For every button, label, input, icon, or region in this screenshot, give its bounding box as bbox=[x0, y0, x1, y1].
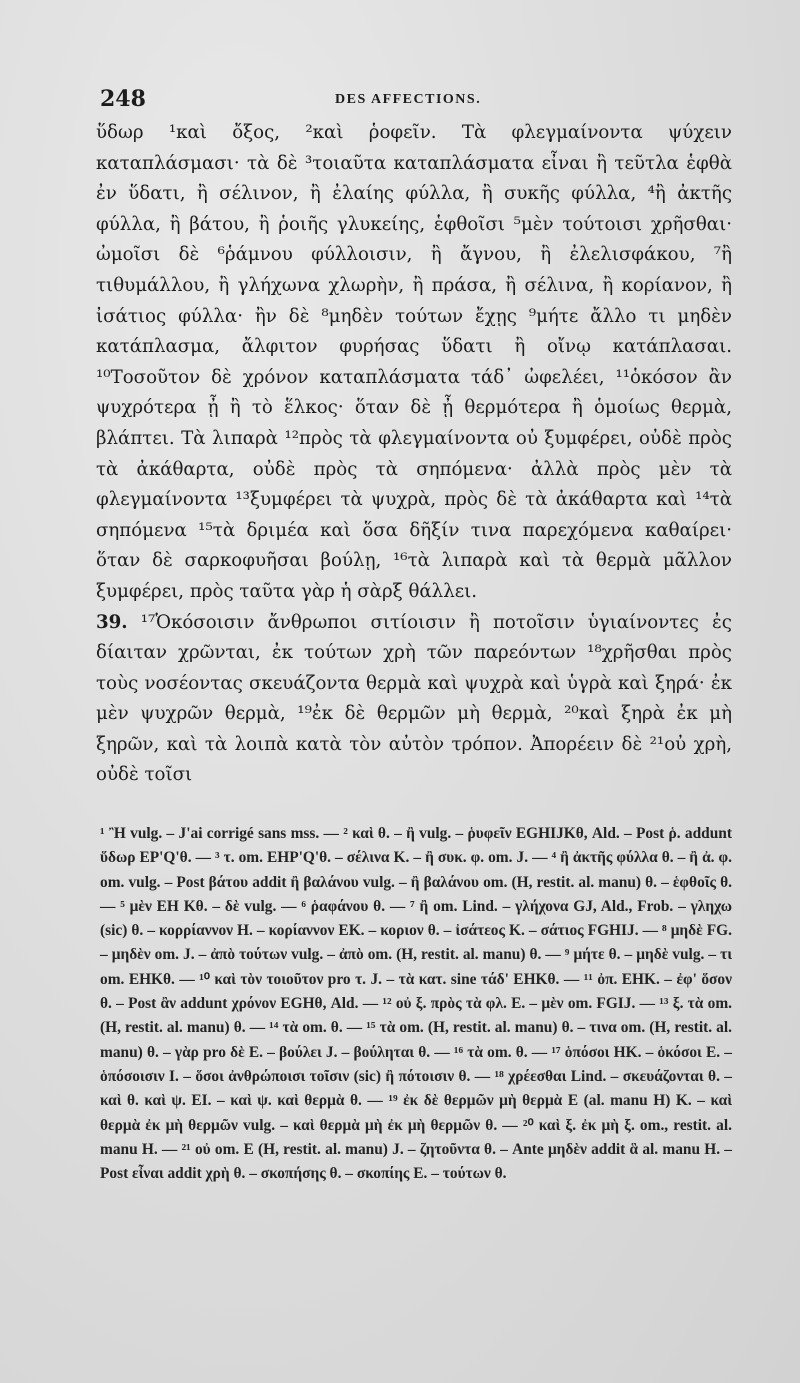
page-number: 248 bbox=[100, 86, 146, 112]
running-head: DES AFFECTIONS. bbox=[335, 92, 482, 107]
paragraph: ὕδωρ ¹καὶ ὄξος, ²καὶ ῥοφεῖν. Τὰ φλεγμαίνοντα ψύχειν καταπλάσμασι· τὰ δὲ ³τοιαῦτα καταπλάσματα εἶναι ἢ τεῦτλα ἑφθὰ ἐν ὕδατι, ἢ σέλινον, ἢ ἐλαίης φύλλα, ἢ συκῆς φύλλα, ⁴ἢ ἀκτῆς φύλλα, ἢ βάτου, ἢ ῥοιῆς γλυκείης, ἑφθοῖσι ⁵μὲν τούτοισι χρῆσθαι· ὠμοῖσι δὲ ⁶ῥάμνου φύλλοισιν, ἢ ἄγνου, ἢ ἐλελισφάκου, ⁷ἢ τιθυμάλλου, ἢ γλήχωνα χλωρὴν, ἢ πράσα, ἢ σέλινα, ἢ κορίανον, ἢ ἰσάτιος φύλλα· ἢν δὲ ⁸μηδὲν τούτων ἔχῃς ⁹μήτε ἄλλο τι μηδὲν κατάπλασμα, ἄλφιτον φυρήσας ὕδατι ἢ οἴνῳ κατάπλασαι. ¹⁰Τοσοῦτον δὲ χρόνον καταπλάσματα τάδ᾽ ὠφελέει, ¹¹ὁκόσον ἂν ψυχρότερα ᾖ ἢ τὸ ἕλκος· ὅταν δὲ ᾖ θερμότερα ἢ ὁμοίως θερμὰ, βλάπτει. Τὰ λιπαρὰ ¹²πρὸς τὰ φλεγμαίνοντα οὐ ξυμφέρει, οὐδὲ πρὸς τὰ ἀκάθαρτα, οὐδὲ πρὸς τὰ σηπόμενα· ἀλλὰ πρὸς μὲν τὰ φλεγμαίνοντα ¹³ξυμφέρει τὰ ψυχρὰ, πρὸς δὲ τὰ ἀκάθαρτα καὶ ¹⁴τὰ σηπόμενα ¹⁵τὰ δριμέα καὶ ὅσα δῆξίν τινα παρεχόμενα καθαίρει· ὅταν δὲ σαρκοφυῆσαι βούλῃ, ¹⁶τὰ λιπαρὰ καὶ τὰ θερμὰ μᾶλλον ξυμφέρει, πρὸς ταῦτα γὰρ ἡ σὰρξ θάλλει. bbox=[96, 122, 732, 602]
section-number: 39. bbox=[96, 611, 128, 633]
page-header bbox=[100, 86, 710, 116]
footnote-text: ¹ Ἢ vulg. – J'ai corrigé sans mss. — ² καὶ θ. – ἢ vulg. – ῥυφεῖν EGHIJKθ, Ald. – Post ῥ. addunt ὕδωρ EP'Q'θ. — ³ τ. om. EHP'Q'θ. – σέλινα K. – ἢ συκ. φ. om. J. — ⁴ ἢ ἀκτῆς φύλλα θ. – ἢ ἀ. φ. om. vulg. – Post βάτου addit ἢ βαλάνου vulg. – ἢ βαλάνου om. (H, restit. al. manu) θ. – ἑφθοῖς θ. — ⁵ μὲν EH Kθ. – δὲ vulg. — ⁶ ῥαφάνου θ. — ⁷ ἢ om. Lind. – γλήχονα GJ, Ald., Frob. – γληχω (sic) θ. – κορρίαννον H. – κορίαννον EK. – κοριον θ. – ἰσάτεος K. – σάτιος FGHIJ. — ⁸ μηδὲ FG. – μηδὲν om. J. – ἀπὸ τούτων vulg. – ἀπὸ om. (H, restit. al. manu) θ. — ⁹ μήτε θ. – μηδὲ vulg. – τι om. EHKθ. — ¹⁰ καὶ τὸν τοιοῦτον pro τ. J. – τὰ κατ. sine τάδ' EHKθ. — ¹¹ ὀπ. EHK. – ἐφ' ὅσον θ. – Post ἂν addunt χρόνον EGHθ, Ald. — ¹² οὐ ξ. πρὸς τὰ φλ. E. – μὲν om. FGIJ. — ¹³ ξ. τὰ om. (H, restit. al. manu) θ. — ¹⁴ τὰ om. θ. — ¹⁵ τὰ om. (H, restit. al. manu) θ. – τινα om. (H, restit. al. manu) θ. – γὰρ pro δὲ E. – βούλει J. – βούληται θ. — ¹⁶ τὰ om. θ. — ¹⁷ ὁπόσοι HK. – ὁκόσοι E. – ὁπόσοισιν I. – ὅσοι ἀνθρώποισι τοῖσιν (sic) ἢ πότοισιν θ. — ¹⁸ χρέεσθαι Lind. – σκευάζονται θ. – καὶ θ. καὶ ψ. EI. – καὶ ψ. καὶ θερμὰ θ. — ¹⁹ ἐκ δὲ θερμῶν μὴ θερμὰ E (al. manu H) K. – καὶ θερμὰ ἐκ μὴ θερμῶν vulg. – καὶ θερμὰ μὴ ἐκ μὴ θερμῶν θ. — ²⁰ καὶ ξ. ἐκ μὴ ξ. om., restit. al. manu H. — ²¹ οὐ om. E (H, restit. al. manu) J. – ζητοῦντα θ. – Ante μηδὲν addit ἃ al. manu H. – Post εἶναι addit χρὴ θ. – σκοπήσης θ. – σκοπίης E. – τούτων θ. bbox=[100, 825, 732, 1183]
footnotes bbox=[100, 822, 732, 1186]
section-paragraph bbox=[96, 608, 732, 792]
section-text: ¹⁷Ὁκόσοισιν ἄνθρωποι σιτίοισιν ἢ ποτοῖσιν ὑγιαίνοντες ἐς δίαιταν χρῶνται, ἐκ τούτων χρὴ τῶν παρεόντων ¹⁸χρῆσθαι πρὸς τοὺς νοσέοντας σκευάζοντα θερμὰ καὶ ψυχρὰ καὶ ὑγρὰ καὶ ξηρά· ἐκ μὲν ψυχρῶν θερμὰ, ¹⁹ἐκ δὲ θερμῶν μὴ θερμὰ, ²⁰καὶ ξηρὰ ἐκ μὴ ξηρῶν, καὶ τὰ λοιπὰ κατὰ τὸν αὐτὸν τρόπον. Ἀπορέειν δὲ ²¹οὐ χρὴ, οὐδὲ τοῖσι bbox=[96, 611, 732, 786]
main-text bbox=[96, 118, 732, 791]
